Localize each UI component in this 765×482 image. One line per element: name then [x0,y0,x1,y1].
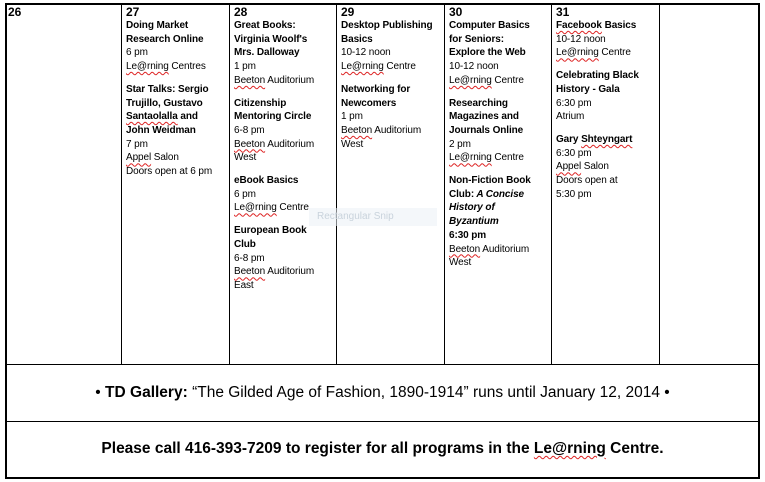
event-title: Star Talks: Sergio [126,83,209,95]
event-item [449,174,553,270]
rectangular-snip-overlay [309,208,437,226]
event-book-title: History of [449,202,495,214]
event-title: eBook Basics [234,175,299,187]
event-title: Great Books: [234,20,296,31]
event-item [556,69,660,124]
event-title: Desktop Publishing [341,20,433,31]
event-title: Celebrating Black [556,70,639,82]
event-detail: West [341,138,364,150]
event-title: Research Online [126,33,204,45]
day-number: 28 [234,5,248,19]
event-item [126,19,230,74]
event-title: Basics [341,33,373,45]
gallery-banner [5,364,760,421]
event-detail: Appel Salon [556,161,609,173]
event-detail: Le@rning Centre [449,74,524,86]
register-link-word: Le@rning [533,440,606,457]
event-detail: Beeton Auditorium [234,138,315,150]
event-detail: 1 pm [341,111,363,123]
event-item [126,83,230,179]
event-title: Networking for [341,83,411,95]
event-detail: West [234,152,257,164]
event-detail: Le@rning Centres [126,61,206,73]
day-cell [449,5,553,279]
event-title: Facebook Basics [556,20,637,31]
register-banner [5,421,760,477]
event-title: Mentoring Circle [234,111,312,123]
event-item [234,97,338,166]
event-item [234,19,338,88]
day-number: 29 [341,5,355,19]
day-cell [556,5,660,210]
event-title: Journals Online [449,124,524,136]
event-detail: Beeton Auditorium [234,74,315,86]
event-item [449,97,553,166]
event-title: John Weidman [126,124,196,136]
event-item [341,19,445,74]
day-cell [126,5,230,188]
event-book-title: Byzantium [449,216,499,228]
day-number: 30 [449,5,463,19]
event-detail: Le@rning Centre [341,61,416,73]
event-title: Virginia Woolf's [234,33,308,45]
event-title: Computer Basics [449,20,530,31]
event-detail: Appel Salon [126,152,179,164]
day-number: 27 [126,5,140,19]
event-title: Santaolalla and [126,111,198,123]
event-detail: 5:30 pm [556,188,592,200]
event-title: Mrs. Dalloway [234,47,300,59]
event-title: Gary Shteyngart [556,133,633,145]
event-book-title: A Concise [474,188,525,200]
event-item [234,224,338,293]
event-title: Club [234,238,256,250]
event-detail: 6:30 pm [556,147,592,159]
event-detail: 6-8 pm [234,252,265,264]
event-detail: Le@rning Centre [234,202,309,214]
day-number: 31 [556,5,570,19]
event-title: Explore the Web [449,47,526,59]
event-detail: Le@rning Centre [556,47,631,59]
event-title: European Book [234,225,307,237]
event-title: Researching [449,97,508,109]
event-title: Newcomers [341,97,397,109]
event-detail: Atrium [556,111,585,123]
day-number: 26 [8,5,22,19]
event-item [449,19,553,88]
event-detail: Doors open at [556,175,618,187]
day-cell [8,5,118,19]
event-title: Non-Fiction Book [449,175,531,187]
event-detail: 6:30 pm [556,97,592,109]
event-item [341,83,445,152]
event-detail: Beeton Auditorium [341,124,422,136]
column-divider [121,3,122,364]
day-cell [234,5,338,302]
event-title: Club: A Concise [449,188,525,200]
event-detail: 10-12 noon [449,61,499,73]
bullet: • [664,383,670,401]
event-detail: East [234,279,254,291]
event-detail: 10-12 noon [556,33,606,45]
event-detail: 6-8 pm [234,124,265,136]
event-title: Doing Market [126,20,189,31]
bullet: • [95,383,101,401]
event-title: History - Gala [556,83,620,95]
gallery-text: “The Gilded Age of Fashion, 1890-1914” runs until January 12, 2014 [192,383,660,401]
event-detail: 10-12 noon [341,47,391,59]
event-detail: Doors open at 6 pm [126,166,213,178]
event-item [556,19,660,60]
event-detail: 6 pm [234,188,256,200]
event-detail: 6 pm [126,47,148,59]
event-detail: Beeton Auditorium [234,266,315,278]
event-title: Magazines and [449,111,519,123]
event-detail: Le@rning Centre [449,152,524,164]
event-item [556,133,660,202]
gallery-label: TD Gallery: [105,383,188,401]
event-detail: Beeton Auditorium [449,243,530,255]
event-detail: 1 pm [234,61,256,73]
register-text-end: Centre. [605,440,664,457]
register-text: Please call 416-393-7209 to register for all programs in the [101,440,534,457]
snip-label: Rectangular Snip [317,211,394,222]
event-detail: 7 pm [126,138,148,150]
event-detail: West [449,257,472,269]
event-title: Trujillo, Gustavo [126,97,203,109]
day-cell [341,5,445,160]
event-title: for Seniors: [449,33,504,45]
event-time: 6:30 pm [449,229,487,241]
event-detail: 2 pm [449,138,471,150]
event-title: Citizenship [234,97,287,109]
